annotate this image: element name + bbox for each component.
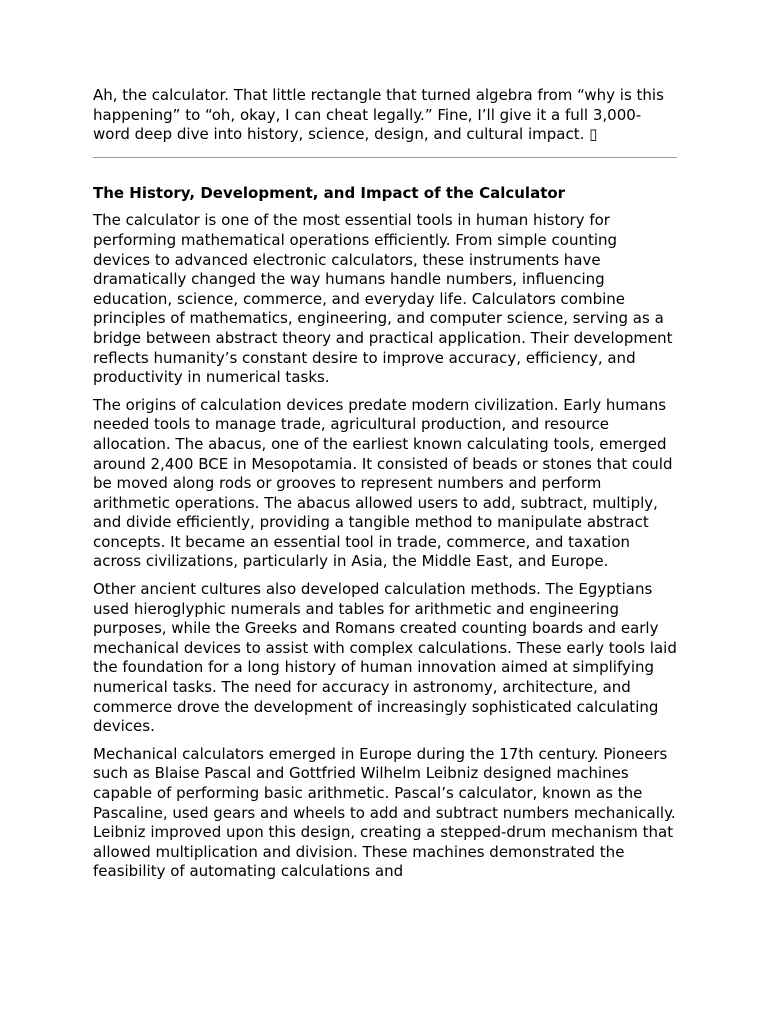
section-heading: The History, Development, and Impact of the Calculator [93, 183, 566, 202]
paragraph-2: The origins of calculation devices predate modern civilization. Early humans needed tools to manage trade, agricultural production, and resource allocation. The abacus, one of the earliest known calculating tools, emerged around 2,400 BCE in Mesopotamia. It consisted of beads or stones that could be moved along rods or grooves to represent numbers and perform arithmetic operations. The abacus allowed users to add, subtract, multiply, and divide efficiently, providing a tangible method to manipulate abstract concepts. It became an essential tool in trade, commerce, and taxation across civilizations, particularly in Asia, the Middle East, and Europe. [93, 395, 673, 571]
document-page [93, 86, 677, 882]
paragraph-1: The calculator is one of the most essential tools in human history for performing mathematical operations efficiently. From simple counting devices to advanced electronic calculators, these instruments have dramatically changed the way humans handle numbers, influencing education, science, commerce, and everyday life. Calculators combine principles of mathematics, engineering, and computer science, serving as a bridge between abstract theory and practical application. Their development reflects humanity’s constant desire to improve accuracy, efficiency, and productivity in numerical tasks. [93, 211, 673, 387]
horizontal-divider [93, 157, 677, 158]
paragraph-4: Mechanical calculators emerged in Europe during the 17th century. Pioneers such as Blaise Pascal and Gottfried Wilhelm Leibniz designed machines capable of performing basic arithmetic. Pascal’s calculator, known as the Pascaline, used gears and wheels to add and subtract numbers mechanically. Leibniz improved upon this design, creating a stepped-drum mechanism that allowed multiplication and division. These machines demonstrated the feasibility of automating calculations and [93, 744, 676, 881]
intro-text: Ah, the calculator. That little rectangle that turned algebra from “why is this happening” to “oh, okay, I can cheat legally.” Fine, I’ll give it a full 3,000-word deep dive into history, science, design, and cultural impact. ▯ [93, 86, 664, 144]
paragraph-3: Other ancient cultures also developed calculation methods. The Egyptians used hieroglyphic numerals and tables for arithmetic and engineering purposes, while the Greeks and Romans created counting boards and early mechanical devices to assist with complex calculations. These early tools laid the foundation for a long history of human innovation aimed at simplifying numerical tasks. The need for accuracy in astronomy, architecture, and commerce drove the development of increasingly sophisticated calculating devices. [93, 580, 677, 736]
